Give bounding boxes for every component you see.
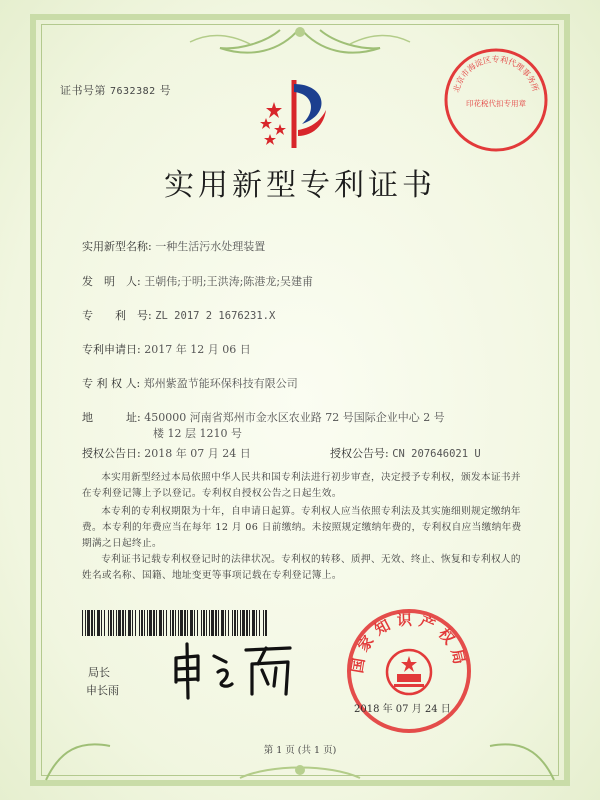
- field-publication-number: [330, 445, 481, 461]
- field-value: 楼 12 层 1210 号: [153, 427, 242, 440]
- field-label: 授权公告日:: [82, 447, 141, 460]
- patent-office-logo-icon: [254, 74, 338, 154]
- tax-stamp-seal: [440, 44, 552, 156]
- legal-paragraph-1: 本实用新型经过本局依照中华人民共和国专利法进行初步审查，决定授予专利权，颁发本证书并在专利登记簿上予以登记。专利权自授权公告之日起生效。: [82, 472, 521, 499]
- field-value: 王朝伟;于明;王洪涛;陈港龙;吴建甫: [144, 275, 314, 288]
- signatory-name: 申长雨: [86, 684, 119, 697]
- field-value: CN 207646021 U: [392, 448, 481, 460]
- field-address-line2: [153, 425, 242, 441]
- national-emblem-icon: [387, 650, 431, 694]
- field-value: ZL 2017 2 1676231.X: [155, 310, 276, 322]
- field-label: 专 利 权 人:: [82, 377, 141, 390]
- field-value: 郑州紫盈节能环保科技有限公司: [143, 377, 298, 390]
- field-grant-date: [82, 445, 251, 461]
- legal-paragraph-3: 专利证书记载专利权登记时的法律状况。专利权的转移、质押、无效、终止、恢复和专利权人的姓名或名称、国籍、地址变更等事项记载在专利登记簿上。: [82, 554, 521, 581]
- field-value: 2017 年 12 月 06 日: [144, 343, 251, 356]
- field-value: 450000 河南省郑州市金水区农业路 72 号国际企业中心 2 号: [144, 411, 445, 424]
- field-label: 授权公告号:: [330, 447, 389, 460]
- seal-date: 2018 年 07 月 24 日: [354, 704, 451, 715]
- field-filing-date: [82, 341, 251, 357]
- tax-stamp-center-text: 印花税代扣专用章: [466, 99, 526, 108]
- field-label: 实用新型名称:: [82, 240, 152, 253]
- page-footer: 第 1 页 (共 1 页): [263, 745, 337, 756]
- official-seal-ring-text: 国家知识产权局: [348, 610, 470, 675]
- field-utility-model-name: [82, 238, 265, 254]
- certificate-number-value: 7632382: [110, 86, 156, 97]
- certificate-number-suffix: 号: [159, 84, 172, 97]
- field-inventors: [82, 273, 313, 289]
- field-patentee: [82, 375, 298, 391]
- tax-stamp-ring-text: 北京市海淀区专利代理事务所: [451, 54, 541, 94]
- certificate-title: 实用新型专利证书: [164, 168, 436, 203]
- field-label: 专利申请日:: [82, 343, 141, 356]
- field-label: 专 利 号:: [82, 309, 152, 322]
- barcode-icon: [82, 610, 268, 636]
- field-value: 一种生活污水处理装置: [155, 240, 266, 253]
- field-label: 地 址:: [82, 411, 141, 424]
- certificate-number: [60, 82, 171, 98]
- field-address: [82, 409, 445, 425]
- field-patent-number: [82, 307, 275, 323]
- field-label: 发 明 人:: [82, 275, 141, 288]
- handwritten-signature: [168, 636, 298, 706]
- top-ornament: [180, 22, 420, 62]
- signatory-title: 局长: [88, 666, 110, 679]
- certificate-number-label: 证书号第: [60, 84, 106, 97]
- field-value: 2018 年 07 月 24 日: [144, 447, 251, 460]
- official-seal-icon: [344, 606, 474, 736]
- legal-paragraph-2: 本专利的专利权期限为十年，自申请日起算。专利权人应当依照专利法及其实施细则规定缴纳年费。本专利的年费应当在每年 12 月 06 日前缴纳。未按照规定缴纳年费的，专利权自应当缴纳年费期满之日起终止。: [82, 506, 522, 549]
